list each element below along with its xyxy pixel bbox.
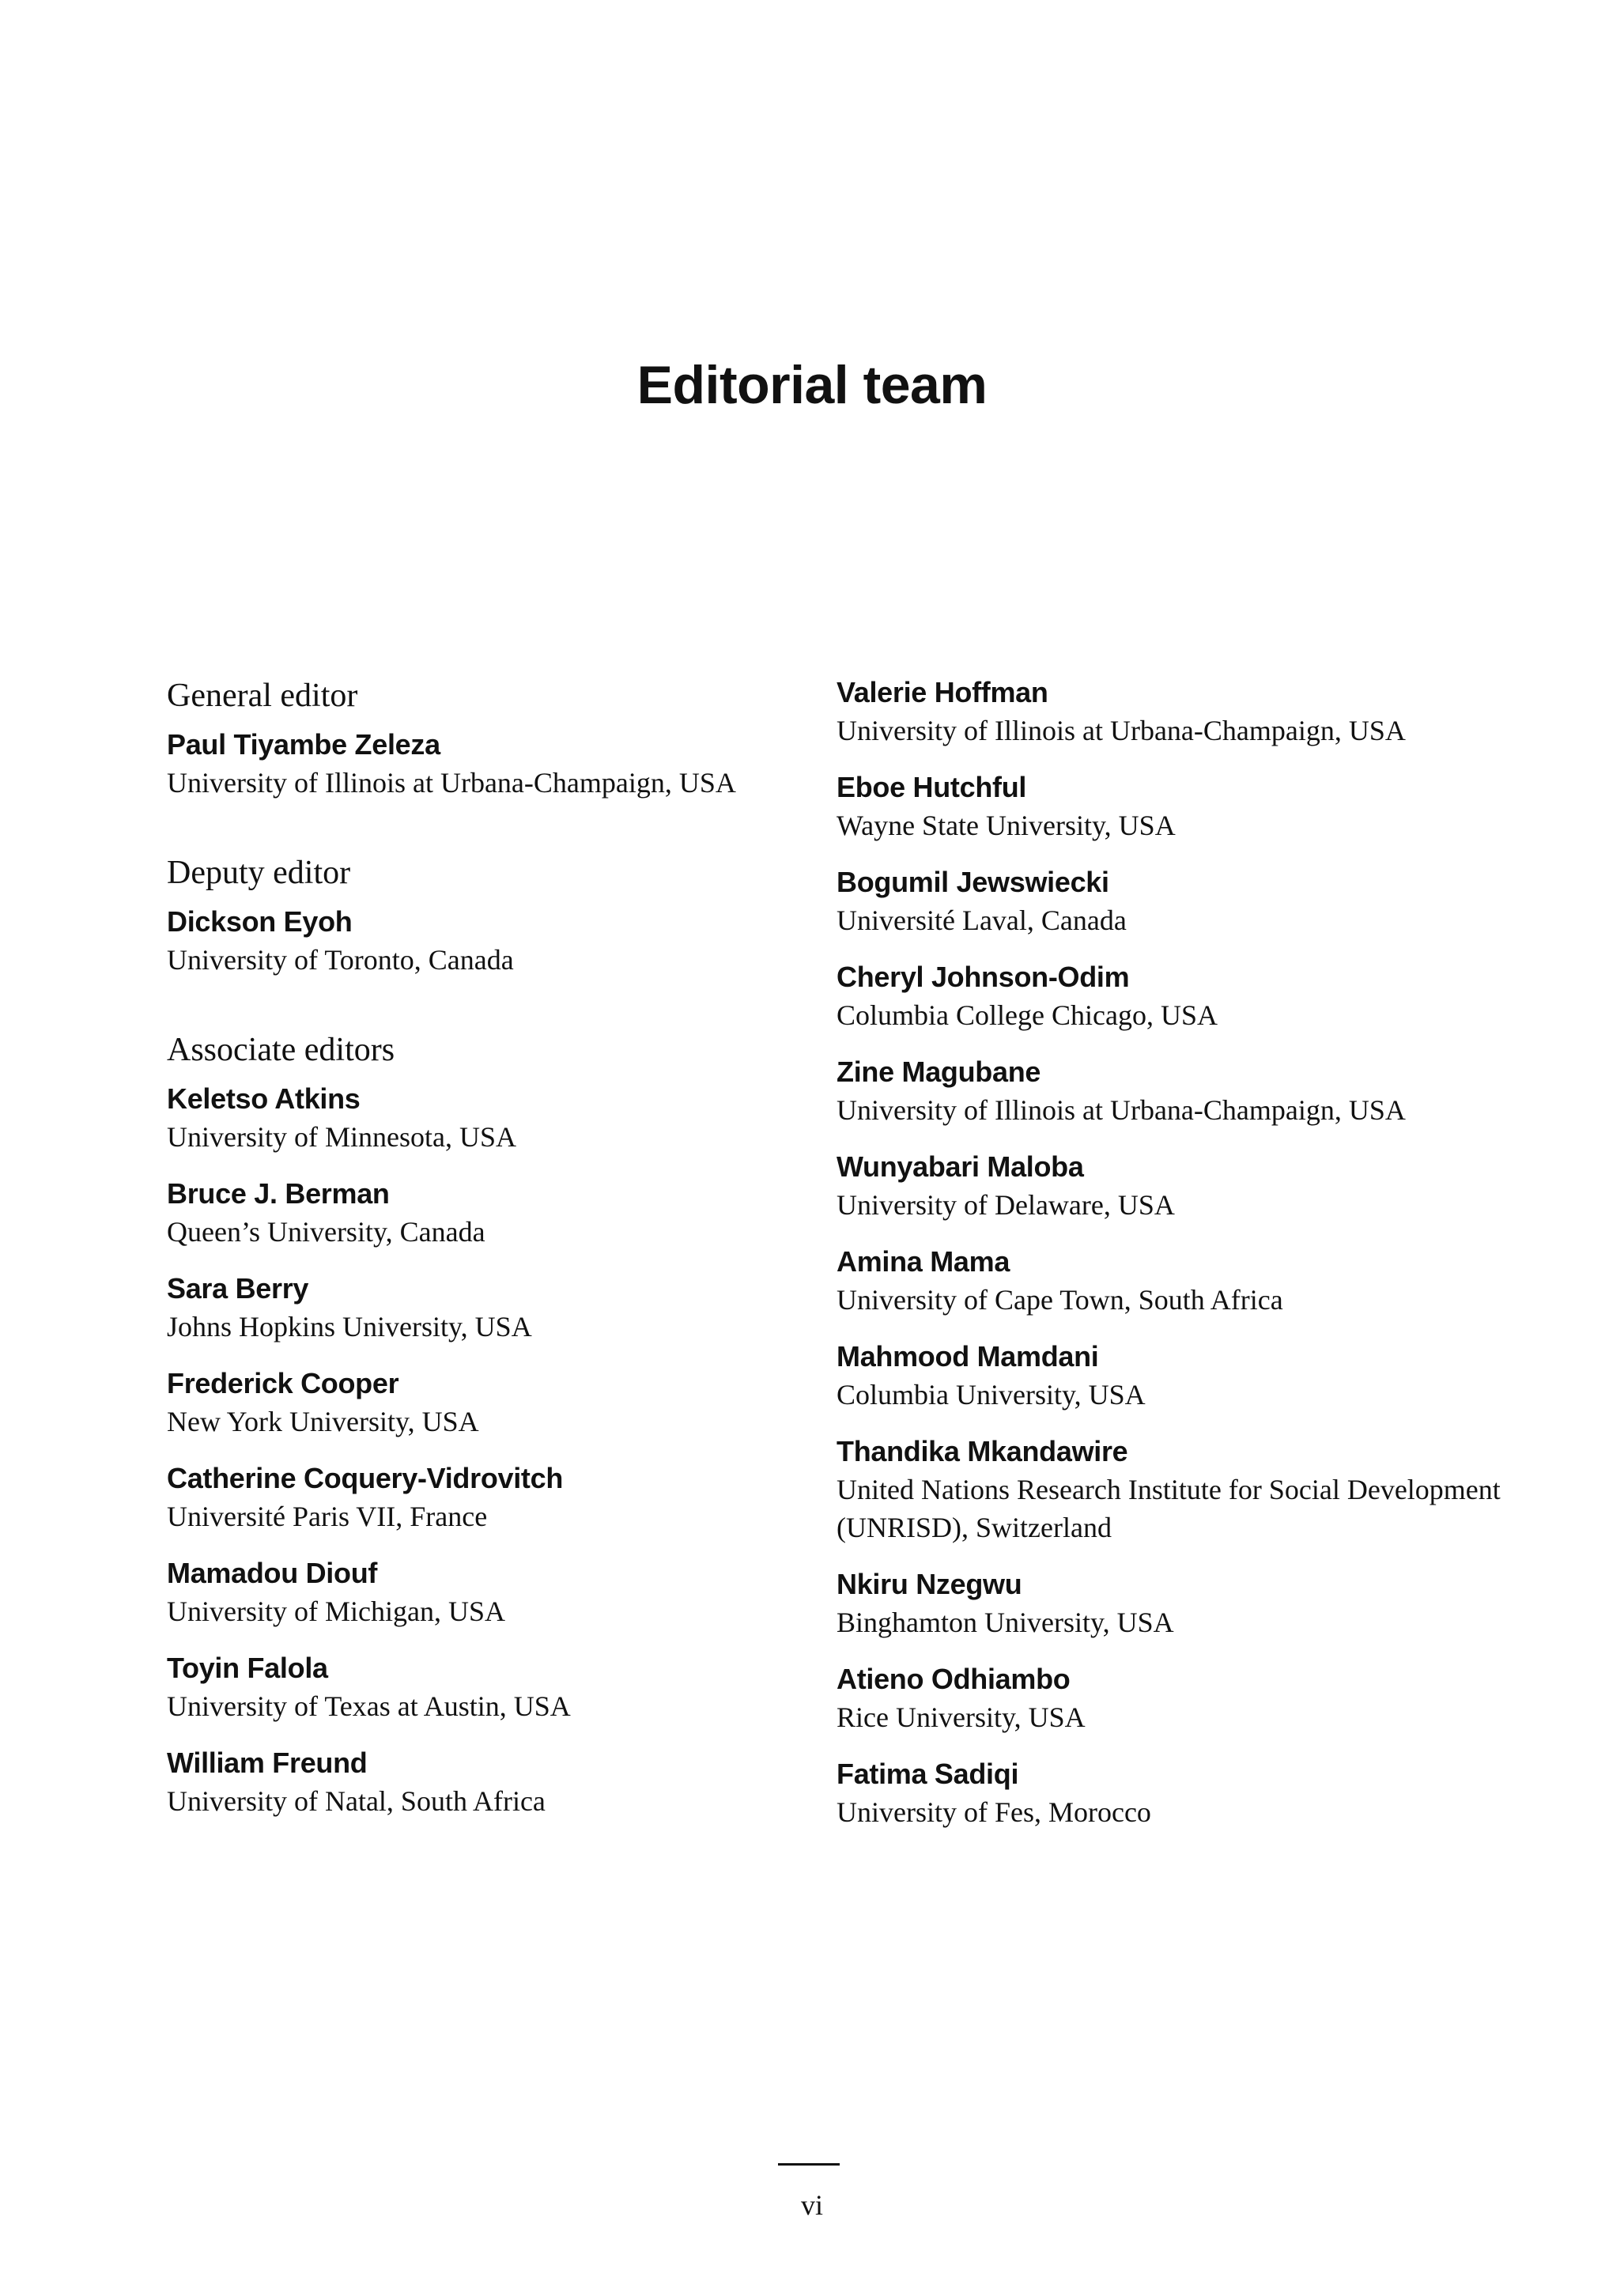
editor-affiliation: University of Toronto, Canada — [167, 944, 514, 976]
editor-entry — [837, 1338, 1548, 1414]
editor-name: Fatima Sadiqi — [837, 1758, 1019, 1790]
editor-entry — [167, 1460, 815, 1535]
editor-affiliation: University of Illinois at Urbana-Champaign, USA — [837, 715, 1406, 746]
editor-entry — [837, 1433, 1548, 1546]
editor-entry — [167, 1744, 815, 1820]
editor-entry — [837, 1565, 1548, 1641]
editor-name: Eboe Hutchful — [837, 771, 1027, 803]
editor-name: Mahmood Mamdani — [837, 1340, 1099, 1373]
section-heading: Associate editors — [167, 1032, 395, 1068]
editor-entry — [837, 958, 1548, 1034]
editor-name: Bogumil Jewswiecki — [837, 866, 1109, 898]
editor-affiliation: Columbia College Chicago, USA — [837, 999, 1218, 1031]
editor-affiliation: Université Paris VII, France — [167, 1501, 488, 1532]
editor-name: Bruce J. Berman — [167, 1177, 390, 1210]
editor-entry — [167, 1080, 815, 1156]
editor-name: Catherine Coquery-Vidrovitch — [167, 1462, 564, 1494]
editor-name: Zine Magubane — [837, 1055, 1041, 1088]
editor-entry — [837, 1053, 1548, 1129]
editor-affiliation: University of Fes, Morocco — [837, 1796, 1151, 1828]
editor-name: Valerie Hoffman — [837, 676, 1048, 708]
editor-affiliation: University of Delaware, USA — [837, 1189, 1175, 1221]
editor-entry — [167, 1554, 815, 1630]
editor-entry — [837, 863, 1548, 939]
editor-entry — [837, 674, 1548, 750]
editor-affiliation: University of Texas at Austin, USA — [167, 1690, 571, 1722]
editor-entry — [837, 1148, 1548, 1224]
editor-affiliation: New York University, USA — [167, 1406, 479, 1437]
editor-name: Amina Mama — [837, 1245, 1010, 1278]
editor-entry — [837, 1755, 1548, 1831]
editor-name: Mamadou Diouf — [167, 1557, 378, 1589]
editor-affiliation: United Nations Research Institute for Social Development (UNRISD), Switzerland — [837, 1474, 1501, 1543]
editor-name: Toyin Falola — [167, 1652, 328, 1684]
left-column — [167, 674, 815, 1820]
page-number: vi — [800, 2189, 823, 2221]
editor-name: William Freund — [167, 1747, 368, 1779]
editor-entry — [837, 1243, 1548, 1319]
editor-affiliation: Queen’s University, Canada — [167, 1216, 485, 1248]
editor-name: Sara Berry — [167, 1272, 309, 1305]
editor-affiliation: Johns Hopkins University, USA — [167, 1311, 532, 1342]
editor-affiliation: Université Laval, Canada — [837, 904, 1127, 936]
editor-entry — [837, 1660, 1548, 1736]
editor-entry — [167, 1270, 815, 1346]
editor-affiliation: Rice University, USA — [837, 1701, 1086, 1733]
editor-affiliation: University of Cape Town, South Africa — [837, 1284, 1283, 1316]
editor-name: Paul Tiyambe Zeleza — [167, 728, 440, 761]
editor-name: Cheryl Johnson-Odim — [837, 961, 1130, 993]
editor-affiliation: University of Illinois at Urbana-Champaign, USA — [837, 1094, 1406, 1126]
editor-affiliation: University of Illinois at Urbana-Champaign, USA — [167, 767, 736, 799]
editor-affiliation: Binghamton University, USA — [837, 1607, 1174, 1638]
section-heading: Deputy editor — [167, 855, 351, 891]
page-title: Editorial team — [636, 355, 988, 415]
editor-name: Keletso Atkins — [167, 1082, 361, 1115]
editor-name: Frederick Cooper — [167, 1367, 399, 1399]
editor-entry — [167, 1649, 815, 1725]
section-associate-editors — [167, 1028, 815, 1820]
right-column — [837, 674, 1548, 1831]
editor-entry — [167, 726, 815, 802]
footer-rule — [778, 2163, 840, 2166]
editor-entry — [167, 1175, 815, 1251]
editor-entry — [167, 1365, 815, 1441]
editor-name: Wunyabari Maloba — [837, 1150, 1084, 1183]
editor-name: Nkiru Nzegwu — [837, 1568, 1022, 1600]
section-general-editor — [167, 674, 815, 802]
editor-affiliation: Columbia University, USA — [837, 1379, 1146, 1410]
editor-name: Thandika Mkandawire — [837, 1435, 1128, 1467]
section-heading: General editor — [167, 678, 358, 714]
editor-name: Atieno Odhiambo — [837, 1663, 1071, 1695]
editor-affiliation: University of Michigan, USA — [167, 1595, 505, 1627]
editor-name: Dickson Eyoh — [167, 905, 353, 938]
editor-entry — [837, 768, 1548, 844]
editor-entry — [167, 903, 815, 979]
editor-affiliation: University of Minnesota, USA — [167, 1121, 516, 1153]
section-deputy-editor — [167, 851, 815, 979]
editor-affiliation: University of Natal, South Africa — [167, 1785, 546, 1817]
editor-affiliation: Wayne State University, USA — [837, 810, 1176, 841]
